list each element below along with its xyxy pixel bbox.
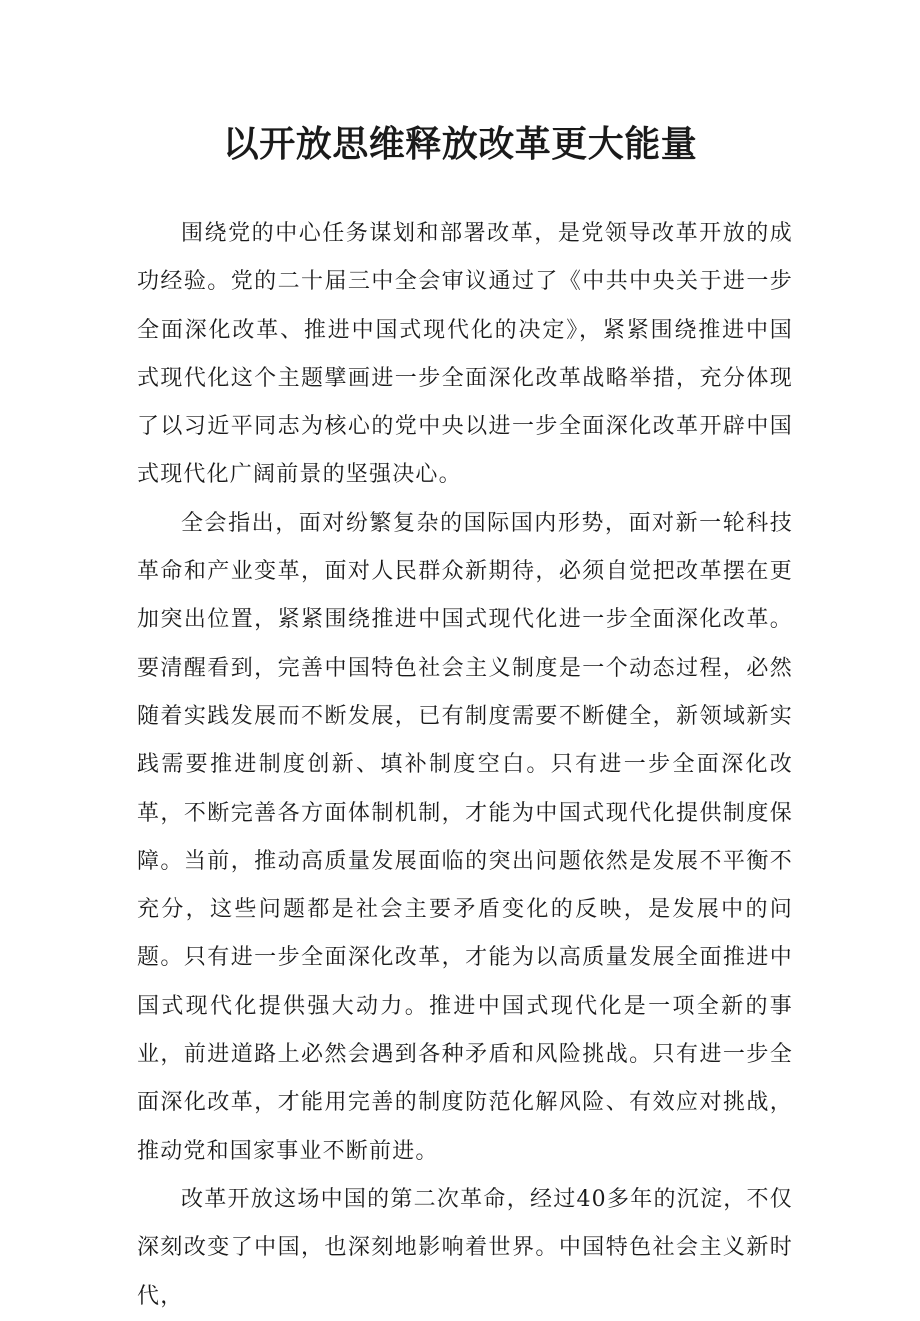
paragraph-2: 全会指出，面对纷繁复杂的国际国内形势，面对新一轮科技革命和产业变革，面对人民群众新期待，必须自觉把改革摆在更加突出位置，紧紧围绕推进中国式现代化进一步全面深化改革。要清醒看到，完善中国特色社会主义制度是一个动态过程，必然随着实践发展而不断发展，已有制度需要不断健全，新领域新实践需要推进制度创新、填补制度空白。只有进一步全面深化改革，不断完善各方面体制机制，才能为中国式现代化提供制度保障。当前，推动高质量发展面临的突出问题依然是发展不平衡不充分，这些问题都是社会主要矛盾变化的反映，是发展中的问题。只有进一步全面深化改革，才能为以高质量发展全面推进中国式现代化提供强大动力。推进中国式现代化是一项全新的事业，前进道路上必然会遇到各种矛盾和风险挑战。只有进一步全面深化改革，才能用完善的制度防范化解风险、有效应对挑战，推动党和国家事业不断前进。 xyxy=(137,510,793,1164)
paragraph-1: 围绕党的中心任务谋划和部署改革，是党领导改革开放的成功经验。党的二十届三中全会审议通过了《中共中央关于进一步全面深化改革、推进中国式现代化的决定》，紧紧围绕推进中国式现代化这个主题擘画进一步全面深化改革战略举措，充分体现了以习近平同志为核心的党中央以进一步全面深化改革开辟中国式现代化广阔前景的坚强决心。 xyxy=(137,221,793,488)
document-title: 以开放思维释放改革更大能量 xyxy=(222,124,698,165)
paragraph-3: 改革开放这场中国的第二次革命，经过40多年的沉淀，不仅深刻改变了中国，也深刻地影响着世界。中国特色社会主义新时代， xyxy=(137,1186,793,1309)
document-body xyxy=(137,210,793,1321)
